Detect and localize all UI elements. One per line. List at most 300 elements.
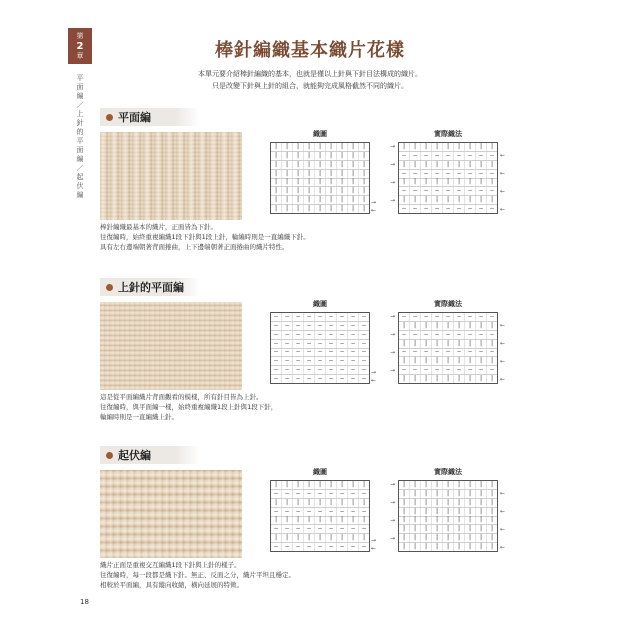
stitch-symbol: |: [421, 508, 432, 516]
stitch-symbol: |: [293, 499, 304, 507]
stitch-symbol: |: [348, 187, 359, 195]
stitch-symbol: |: [348, 534, 359, 542]
stitch-symbol: —: [315, 366, 326, 374]
stitch-row: [271, 375, 369, 383]
stitch-symbol: —: [443, 349, 454, 357]
stitch-symbol: |: [399, 161, 410, 169]
stitch-row: [399, 517, 497, 526]
stitch-symbol: —: [315, 490, 326, 498]
stitch-symbol: —: [348, 331, 359, 339]
stitch-symbol: —: [490, 312, 494, 320]
stitch-symbol: |: [432, 499, 443, 507]
stitch-symbol: |: [443, 161, 454, 169]
stitch-symbol: |: [337, 196, 348, 204]
stitch-symbol: |: [421, 161, 432, 169]
stitch-row: [271, 179, 369, 188]
stitch-symbol: |: [271, 205, 282, 213]
stitch-symbol: |: [454, 357, 465, 365]
stitch-symbol: —: [362, 525, 366, 533]
stitch-symbol: |: [362, 187, 366, 195]
stitch-symbol: |: [271, 499, 282, 507]
stitch-symbol: |: [432, 143, 443, 151]
stitch-symbol: —: [293, 313, 304, 321]
stitch-symbol: |: [454, 508, 465, 516]
stitch-symbol: |: [443, 508, 454, 516]
stitch-row: [271, 499, 369, 508]
stitch-symbol: |: [362, 516, 366, 524]
stitch-symbol: |: [399, 143, 410, 151]
stitch-symbol: —: [465, 331, 476, 339]
diagram-label: 織圖: [313, 468, 327, 476]
stitch-symbol: —: [337, 490, 348, 498]
stitch-row: [399, 331, 497, 340]
stitch-row: [399, 375, 497, 383]
stitch-symbol: |: [410, 340, 421, 348]
stitch-row: [271, 534, 369, 543]
stitch-symbol: |: [326, 187, 337, 195]
stitch-symbol: |: [432, 517, 443, 525]
stitch-symbol: —: [362, 489, 366, 497]
stitch-symbol: —: [326, 322, 337, 330]
stitch-symbol: |: [326, 170, 337, 178]
arrow-right-icon: →: [390, 312, 396, 320]
stitch-symbol: |: [282, 187, 293, 195]
stitch-symbol: —: [337, 508, 348, 516]
stitch-symbol: —: [476, 152, 487, 160]
stitch-symbol: |: [443, 375, 454, 383]
stitch-symbol: |: [326, 205, 337, 213]
stockinette-diagram-grid: [270, 142, 370, 214]
stitch-symbol: —: [410, 366, 421, 374]
stitch-row: [271, 322, 369, 331]
stitch-symbol: |: [476, 161, 487, 169]
arrow-left-icon: ←: [500, 169, 506, 177]
arrow-left-icon: ←: [500, 525, 506, 533]
stitch-symbol: —: [304, 357, 315, 365]
intro-line: 本單元要介紹棒針編織的基本，也就是僅以上針與下針目法構成的織片。: [198, 70, 422, 78]
stitch-symbol: |: [293, 481, 304, 489]
stitch-symbol: |: [490, 480, 494, 488]
stitch-symbol: |: [399, 543, 410, 551]
stitch-symbol: —: [476, 205, 487, 213]
stitch-symbol: —: [326, 349, 337, 357]
stitch-symbol: |: [282, 143, 293, 151]
stitch-symbol: |: [421, 179, 432, 187]
stitch-symbol: |: [421, 340, 432, 348]
stitch-symbol: |: [399, 525, 410, 533]
stitch-symbol: |: [304, 499, 315, 507]
stitch-symbol: |: [490, 339, 494, 347]
stitch-symbol: —: [326, 313, 337, 321]
diagram-label: 織圖: [313, 300, 327, 308]
stitch-symbol: —: [348, 340, 359, 348]
stitch-symbol: |: [443, 499, 454, 507]
stitch-symbol: |: [454, 534, 465, 542]
stitch-symbol: |: [410, 508, 421, 516]
stitch-symbol: —: [282, 490, 293, 498]
arrow-left-icon: ←: [371, 377, 377, 384]
section-title: 上針的平面編: [118, 281, 184, 294]
stitch-symbol: —: [443, 366, 454, 374]
stitch-symbol: —: [337, 349, 348, 357]
stitch-row: [399, 525, 497, 534]
stitch-symbol: |: [348, 205, 359, 213]
stitch-symbol: |: [421, 499, 432, 507]
stitch-symbol: |: [465, 196, 476, 204]
stitch-symbol: |: [399, 490, 410, 498]
stitch-symbol: —: [465, 187, 476, 195]
stitch-symbol: —: [410, 331, 421, 339]
stitch-symbol: |: [490, 160, 494, 168]
stitch-symbol: —: [293, 322, 304, 330]
stitch-row: [399, 143, 497, 152]
stitch-symbol: —: [282, 508, 293, 516]
stitch-symbol: |: [304, 187, 315, 195]
stitch-symbol: —: [337, 331, 348, 339]
stitch-symbol: —: [282, 340, 293, 348]
stitch-row: [271, 170, 369, 179]
stitch-symbol: |: [465, 143, 476, 151]
stitch-symbol: |: [337, 481, 348, 489]
stitch-symbol: |: [271, 481, 282, 489]
description-line: 織片正面是重複交互編織1段下針與上針的樣子。: [100, 561, 241, 569]
stitch-symbol: |: [399, 340, 410, 348]
stitch-symbol: |: [337, 170, 348, 178]
arrow-right-icon: →: [390, 348, 396, 356]
stitch-symbol: |: [271, 143, 282, 151]
stitch-symbol: —: [282, 543, 293, 551]
description-line: 往復編時，始終重複編織1段下針與1段上針，輪編時則是一直編織下針。: [100, 233, 310, 241]
stitch-symbol: —: [348, 508, 359, 516]
stitch-symbol: —: [362, 348, 366, 356]
stitch-symbol: |: [282, 205, 293, 213]
stitch-symbol: —: [304, 543, 315, 551]
actual-label: 實際織法: [434, 130, 462, 138]
stitch-symbol: |: [362, 480, 366, 488]
stitch-symbol: —: [282, 322, 293, 330]
stitch-symbol: —: [410, 152, 421, 160]
stitch-symbol: |: [362, 169, 366, 177]
stitch-row: [399, 196, 497, 205]
stitch-symbol: |: [432, 508, 443, 516]
arrow-left-icon: ←: [500, 489, 506, 497]
arrow-left-icon: ←: [500, 357, 506, 365]
stitch-symbol: |: [443, 543, 454, 551]
stitch-symbol: —: [421, 366, 432, 374]
side-nav-separator: ／: [76, 101, 84, 109]
description-line: 輪編時則是一直編織上針。: [100, 413, 178, 421]
stitch-symbol: —: [304, 366, 315, 374]
section-heading-reverse-stockinette: [100, 278, 200, 296]
stitch-row: [399, 322, 497, 331]
stitch-symbol: |: [348, 499, 359, 507]
stitch-symbol: —: [421, 349, 432, 357]
stitch-symbol: |: [410, 534, 421, 542]
stitch-symbol: |: [432, 375, 443, 383]
stitch-symbol: |: [410, 490, 421, 498]
garter-description: [100, 560, 360, 590]
stitch-symbol: |: [282, 179, 293, 187]
stitch-symbol: —: [490, 330, 494, 338]
stitch-symbol: —: [348, 490, 359, 498]
stitch-symbol: —: [304, 490, 315, 498]
stitch-symbol: —: [271, 357, 282, 365]
stitch-symbol: —: [362, 357, 366, 365]
stitch-symbol: |: [399, 499, 410, 507]
arrow-right-icon: →: [390, 142, 396, 150]
stitch-symbol: |: [410, 375, 421, 383]
stockinette-actual-grid: [398, 142, 498, 214]
stitch-symbol: |: [315, 179, 326, 187]
stitch-symbol: |: [454, 543, 465, 551]
stitch-symbol: |: [421, 196, 432, 204]
stitch-symbol: —: [326, 508, 337, 516]
stitch-symbol: —: [304, 340, 315, 348]
stitch-symbol: |: [271, 196, 282, 204]
stitch-row: [271, 490, 369, 499]
stitch-symbol: —: [315, 357, 326, 365]
stitch-symbol: |: [315, 534, 326, 542]
stitch-row: [271, 349, 369, 358]
stitch-symbol: |: [348, 152, 359, 160]
stitch-symbol: —: [454, 331, 465, 339]
stitch-symbol: —: [465, 313, 476, 321]
stitch-symbol: |: [326, 534, 337, 542]
stitch-symbol: |: [304, 534, 315, 542]
stitch-symbol: |: [476, 196, 487, 204]
stitch-symbol: |: [315, 481, 326, 489]
stitch-symbol: |: [432, 534, 443, 542]
side-nav-item: 起伏編: [76, 173, 84, 199]
stitch-symbol: —: [326, 366, 337, 374]
stitch-symbol: |: [490, 507, 494, 515]
stitch-symbol: —: [476, 313, 487, 321]
stitch-symbol: |: [282, 517, 293, 525]
stitch-symbol: —: [282, 357, 293, 365]
description-line: 相較於平面編，具有縱向收縮，橫向延展的特徵。: [100, 581, 243, 589]
chapter-number: 2: [76, 40, 84, 52]
arrow-right-icon: →: [371, 199, 377, 206]
stitch-symbol: —: [421, 170, 432, 178]
arrow-right-icon: →: [371, 537, 377, 544]
stitch-symbol: |: [362, 205, 366, 213]
stitch-symbol: —: [432, 313, 443, 321]
reverse-stockinette-diagram-grid: [270, 312, 370, 384]
stitch-symbol: |: [337, 205, 348, 213]
stitch-symbol: |: [293, 205, 304, 213]
intro-line: 只是改變下針與上針的組合，就能夠完成風格截然不同的織片。: [212, 82, 408, 90]
stitch-symbol: |: [476, 499, 487, 507]
stitch-symbol: |: [454, 375, 465, 383]
stitch-symbol: —: [326, 375, 337, 383]
stitch-symbol: |: [490, 516, 494, 524]
stitch-symbol: |: [271, 152, 282, 160]
chapter-prefix: 第: [76, 31, 84, 40]
arrow-right-icon: →: [390, 330, 396, 338]
stitch-symbol: |: [465, 508, 476, 516]
stitch-symbol: |: [490, 525, 494, 533]
stitch-symbol: |: [476, 508, 487, 516]
stitch-symbol: |: [399, 517, 410, 525]
side-nav-item: 上針的平面編: [76, 110, 84, 163]
stitch-symbol: —: [271, 490, 282, 498]
stitch-symbol: —: [304, 525, 315, 533]
stitch-symbol: —: [315, 349, 326, 357]
stitch-row: [271, 196, 369, 205]
stitch-symbol: —: [465, 366, 476, 374]
stitch-symbol: —: [282, 375, 293, 383]
arrow-right-icon: →: [390, 480, 396, 488]
stitch-symbol: —: [326, 525, 337, 533]
stitch-symbol: —: [362, 321, 366, 329]
stitch-symbol: |: [465, 525, 476, 533]
stitch-symbol: —: [315, 375, 326, 383]
stitch-symbol: —: [304, 322, 315, 330]
stitch-row: [271, 357, 369, 366]
stitch-symbol: |: [293, 187, 304, 195]
stitch-symbol: —: [282, 366, 293, 374]
stitch-symbol: |: [410, 357, 421, 365]
stitch-symbol: |: [293, 170, 304, 178]
stitch-symbol: —: [410, 349, 421, 357]
stitch-symbol: |: [410, 499, 421, 507]
stitch-symbol: —: [271, 543, 282, 551]
stitch-symbol: |: [399, 357, 410, 365]
stitch-symbol: |: [432, 340, 443, 348]
stitch-symbol: |: [490, 489, 494, 497]
stitch-symbol: |: [454, 196, 465, 204]
stitch-symbol: |: [476, 525, 487, 533]
stitch-symbol: —: [454, 205, 465, 213]
stitch-symbol: |: [443, 340, 454, 348]
stitch-symbol: —: [337, 366, 348, 374]
stitch-symbol: —: [432, 349, 443, 357]
stitch-symbol: —: [293, 340, 304, 348]
stitch-symbol: |: [490, 321, 494, 329]
stitch-row: [271, 152, 369, 161]
stitch-symbol: —: [399, 331, 410, 339]
stitch-symbol: —: [304, 375, 315, 383]
stitch-symbol: |: [421, 481, 432, 489]
stitch-symbol: |: [454, 143, 465, 151]
stitch-symbol: |: [337, 161, 348, 169]
stitch-symbol: —: [432, 331, 443, 339]
stitch-symbol: |: [399, 534, 410, 542]
stitch-symbol: |: [326, 481, 337, 489]
stitch-symbol: —: [348, 525, 359, 533]
stitch-symbol: |: [304, 170, 315, 178]
stitch-symbol: |: [315, 187, 326, 195]
section-title: 起伏編: [118, 449, 151, 462]
stitch-symbol: —: [271, 331, 282, 339]
stitch-symbol: |: [443, 481, 454, 489]
arrow-right-icon: →: [390, 498, 396, 506]
stitch-symbol: —: [315, 331, 326, 339]
stitch-symbol: —: [476, 349, 487, 357]
stitch-row: [399, 349, 497, 358]
stitch-symbol: |: [421, 543, 432, 551]
stitch-symbol: |: [304, 481, 315, 489]
stitch-symbol: —: [465, 349, 476, 357]
stitch-symbol: —: [443, 187, 454, 195]
stitch-symbol: |: [490, 498, 494, 506]
stitch-symbol: |: [399, 322, 410, 330]
stitch-symbol: |: [476, 517, 487, 525]
stitch-symbol: —: [362, 375, 366, 383]
stitch-symbol: |: [337, 187, 348, 195]
stitch-symbol: —: [476, 331, 487, 339]
stitch-row: [399, 187, 497, 196]
stitch-row: [271, 517, 369, 526]
stitch-symbol: —: [443, 170, 454, 178]
stitch-symbol: |: [271, 187, 282, 195]
page-number: 18: [80, 598, 89, 606]
stitch-row: [399, 313, 497, 322]
stitch-symbol: |: [337, 517, 348, 525]
stitch-symbol: —: [454, 152, 465, 160]
stitch-symbol: |: [326, 179, 337, 187]
stitch-symbol: —: [348, 322, 359, 330]
stitch-symbol: —: [293, 331, 304, 339]
stitch-symbol: |: [282, 196, 293, 204]
stitch-symbol: —: [465, 170, 476, 178]
stitch-symbol: |: [337, 179, 348, 187]
stitch-symbol: |: [337, 499, 348, 507]
stitch-symbol: —: [421, 331, 432, 339]
stitch-symbol: |: [326, 517, 337, 525]
stitch-symbol: |: [304, 205, 315, 213]
stitch-symbol: —: [490, 348, 494, 356]
stitch-symbol: —: [337, 525, 348, 533]
stitch-symbol: —: [432, 366, 443, 374]
stitch-symbol: —: [337, 340, 348, 348]
stitch-symbol: —: [399, 313, 410, 321]
stitch-symbol: —: [271, 366, 282, 374]
arrow-left-icon: ←: [371, 207, 377, 214]
stitch-symbol: —: [490, 366, 494, 374]
stitch-symbol: —: [304, 349, 315, 357]
stitch-symbol: |: [421, 534, 432, 542]
stitch-row: [399, 340, 497, 349]
stitch-symbol: —: [293, 490, 304, 498]
stitch-symbol: |: [443, 143, 454, 151]
stitch-symbol: |: [304, 143, 315, 151]
stitch-row: [399, 543, 497, 551]
stitch-symbol: |: [443, 534, 454, 542]
arrow-right-icon: →: [371, 369, 377, 376]
stitch-symbol: —: [348, 366, 359, 374]
stitch-symbol: |: [476, 357, 487, 365]
stitch-symbol: —: [315, 313, 326, 321]
stitch-row: [399, 366, 497, 375]
stitch-row: [399, 152, 497, 161]
actual-label: 實際織法: [434, 300, 462, 308]
stitch-symbol: |: [337, 534, 348, 542]
stitch-symbol: —: [326, 543, 337, 551]
arrow-left-icon: ←: [500, 321, 506, 329]
stitch-symbol: |: [326, 499, 337, 507]
stitch-symbol: |: [326, 161, 337, 169]
stitch-symbol: |: [432, 322, 443, 330]
stitch-symbol: |: [315, 499, 326, 507]
stitch-symbol: —: [348, 375, 359, 383]
stitch-symbol: —: [337, 543, 348, 551]
stitch-symbol: —: [304, 331, 315, 339]
stitch-row: [271, 161, 369, 170]
stitch-symbol: |: [293, 517, 304, 525]
stitch-symbol: |: [282, 152, 293, 160]
stitch-symbol: |: [399, 196, 410, 204]
